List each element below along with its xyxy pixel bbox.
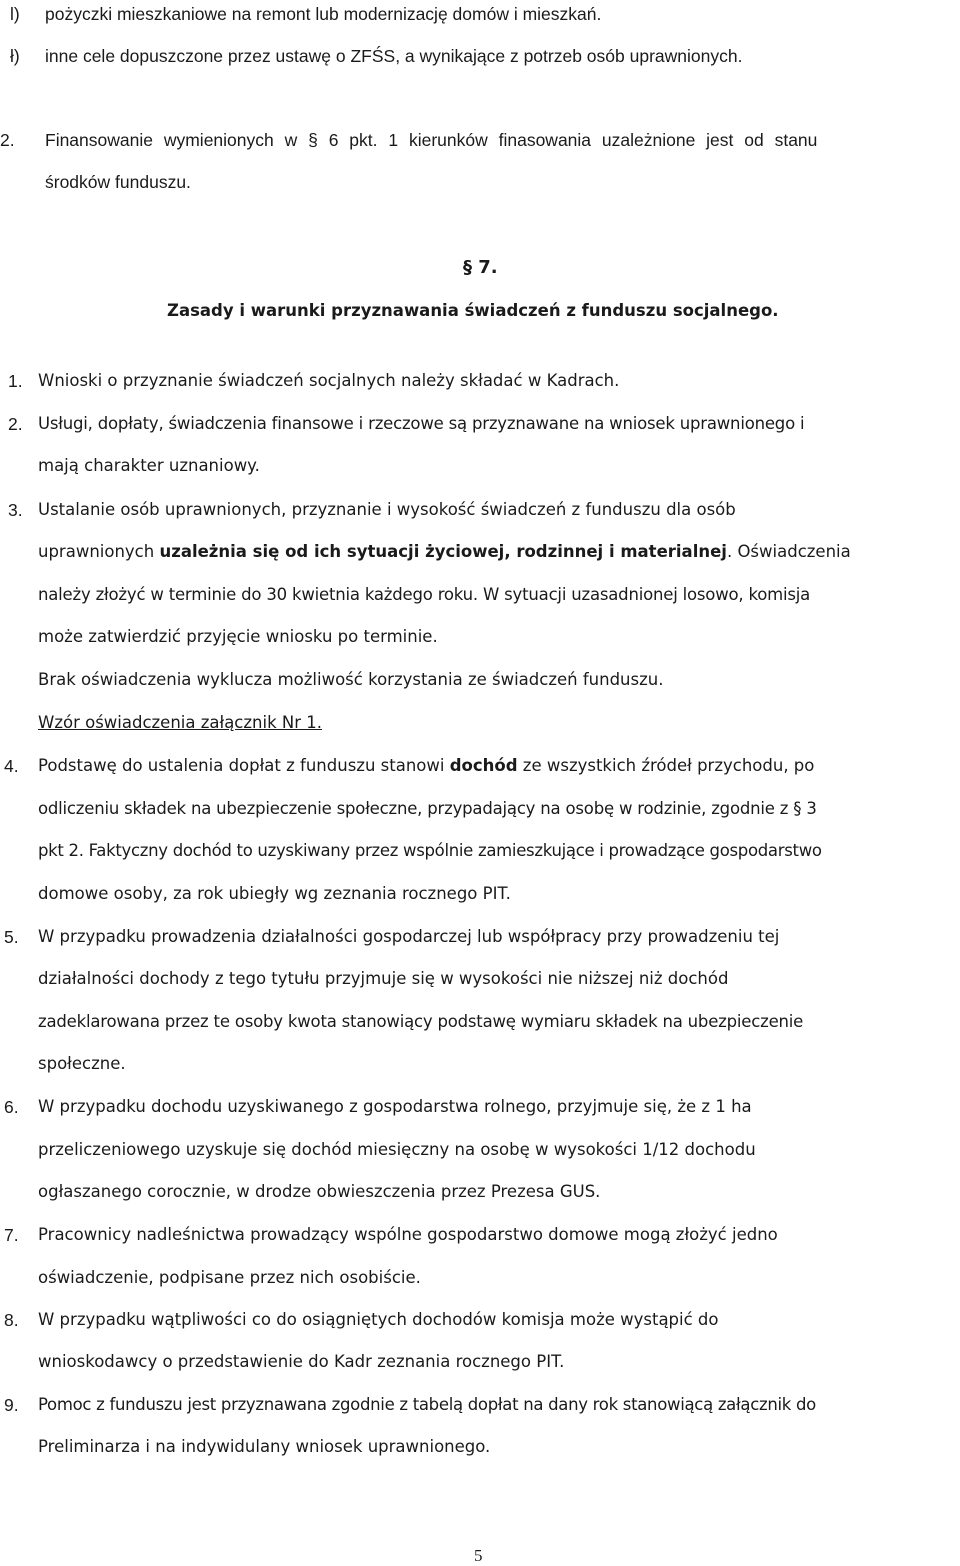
item-5-marker: 5.	[4, 927, 19, 947]
item-3-line-2-start: uprawnionych	[38, 542, 160, 561]
item-6-line-1: W przypadku dochodu uzyskiwanego z gospodarstwa rolnego, przyjmuje się, że z 1 ha	[38, 1097, 752, 1116]
paragraph-2-marker: 2.	[0, 130, 15, 150]
item-2-line-1: Usługi, dopłaty, świadczenia finansowe i rzeczowe są przyznawane na wniosek uprawnionego i	[38, 414, 805, 433]
item-6-line-2: przeliczeniowego uzyskuje się dochód miesięczny na osobę w wysokości 1/12 dochodu	[38, 1140, 756, 1159]
item-7-marker: 7.	[4, 1225, 19, 1245]
item-9-line-1: Pomoc z funduszu jest przyznawana zgodnie z tabelą dopłat na dany rok stanowiącą załącznik do	[38, 1395, 816, 1414]
item-6-line-3: ogłaszanego corocznie, w drodze obwieszczenia przez Prezesa GUS.	[38, 1182, 601, 1201]
item-7-line-2: oświadczenie, podpisane przez nich osobiście.	[38, 1268, 421, 1287]
item-4-line-1-end: ze wszystkich źródeł przychodu, po	[517, 756, 815, 775]
item-2-marker: 2.	[8, 414, 23, 434]
item-8-line-2: wnioskodawcy o przedstawienie do Kadr zeznania rocznego PIT.	[38, 1352, 565, 1371]
item-4-marker: 4.	[4, 756, 19, 776]
paragraph-2-line-1: Finansowanie wymienionych w § 6 pkt. 1 kierunków finasowania uzależnione jest od stanu	[45, 130, 818, 150]
item-4-line-1-start: Podstawę do ustalenia dopłat z funduszu stanowi	[38, 756, 450, 775]
item-4-line-1	[38, 756, 814, 775]
list-marker-ll: ł)	[10, 46, 20, 66]
item-3-line-2-end: . Oświadczenia	[726, 542, 851, 561]
item-4-line-2: odliczeniu składek na ubezpieczenie społeczne, przypadający na osobę w rodzinie, zgodnie z § 3	[38, 799, 817, 818]
item-2-line-2: mają charakter uznaniowy.	[38, 456, 260, 475]
item-4-emphasis: dochód	[449, 756, 518, 775]
item-8-line-1: W przypadku wątpliwości co do osiągniętych dochodów komisja może wystąpić do	[38, 1310, 719, 1329]
item-5-line-3: zadeklarowana przez te osoby kwota stanowiący podstawę wymiaru składek na ubezpieczenie	[38, 1012, 804, 1031]
item-1-line-1: Wnioski o przyznanie świadczeń socjalnych należy składać w Kadrach.	[38, 371, 620, 390]
item-3-line-3: należy złożyć w terminie do 30 kwietnia każdego roku. W sytuacji uzasadnionej losowo, komisja	[38, 585, 811, 604]
section-title: Zasady i warunki przyznawania świadczeń z funduszu socjalnego.	[167, 301, 779, 320]
item-6-marker: 6.	[4, 1097, 19, 1117]
item-1-marker: 1.	[8, 371, 23, 391]
paragraph-2-line-2: środków funduszu.	[45, 172, 191, 192]
list-item-ll: inne cele dopuszczone przez ustawę o ZFŚS, a wynikające z potrzeb osób uprawnionych.	[45, 46, 743, 66]
item-5-line-4: społeczne.	[38, 1054, 126, 1073]
item-4-line-3: pkt 2. Faktyczny dochód to uzyskiwany przez wspólnie zamieszkujące i prowadzące gospodarstwo	[38, 841, 822, 860]
item-3-emphasis: uzależnia się od ich sytuacji życiowej, rodzinnej i materialnej	[159, 542, 727, 561]
list-marker-l: l)	[10, 4, 20, 24]
item-5-line-2: działalności dochody z tego tytułu przyjmuje się w wysokości nie niższej niż dochód	[38, 969, 729, 988]
item-3-line-1: Ustalanie osób uprawnionych, przyznanie i wysokość świadczeń z funduszu dla osób	[38, 500, 736, 519]
item-8-marker: 8.	[4, 1310, 19, 1330]
item-7-line-1: Pracownicy nadleśnictwa prowadzący wspólne gospodarstwo domowe mogą złożyć jedno	[38, 1225, 778, 1244]
item-3-line-5: Brak oświadczenia wyklucza możliwość korzystania ze świadczeń funduszu.	[38, 670, 664, 689]
page-number: 5	[474, 1546, 483, 1565]
item-3-line-2	[38, 542, 851, 561]
item-9-line-2: Preliminarza i na indywidulany wniosek uprawnionego.	[38, 1437, 491, 1456]
section-number: § 7.	[463, 257, 498, 278]
item-3-marker: 3.	[8, 500, 23, 520]
item-9-marker: 9.	[4, 1395, 19, 1415]
item-3-line-4: może zatwierdzić przyjęcie wniosku po terminie.	[38, 627, 438, 646]
attachment-reference: Wzór oświadczenia załącznik Nr 1.	[38, 713, 322, 732]
list-item-l: pożyczki mieszkaniowe na remont lub modernizację domów i mieszkań.	[45, 4, 602, 24]
item-5-line-1: W przypadku prowadzenia działalności gospodarczej lub współpracy przy prowadzeniu tej	[38, 927, 780, 946]
item-4-line-4: domowe osoby, za rok ubiegły wg zeznania rocznego PIT.	[38, 884, 511, 903]
